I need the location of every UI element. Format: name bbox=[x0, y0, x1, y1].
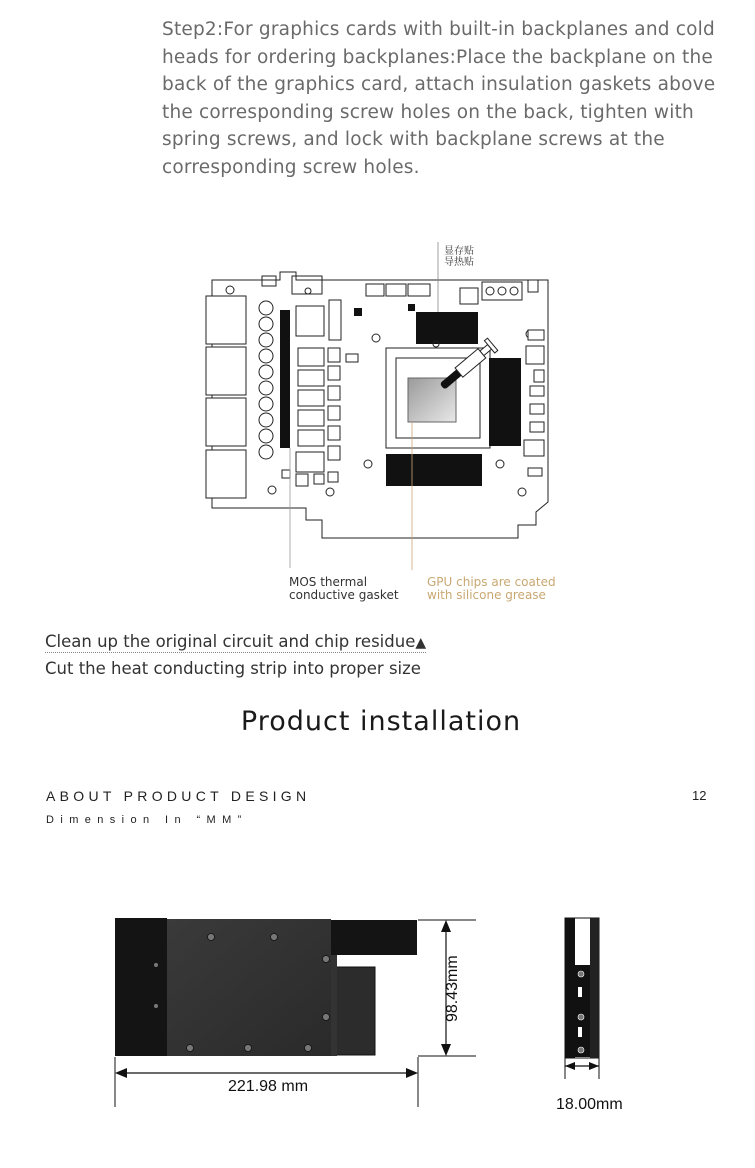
cut-strip-step: Cut the heat conducting strip into proper size bbox=[45, 659, 421, 678]
gpu-grease-label bbox=[427, 576, 587, 602]
gpu-label-line1: GPU chips are coated bbox=[427, 575, 556, 589]
vram-pad-label: 显存贴 bbox=[444, 246, 474, 257]
product-drawing bbox=[100, 905, 620, 1115]
clean-residue-text: Clean up the original circuit and chip residue bbox=[45, 632, 416, 651]
installation-title: Product installation bbox=[240, 706, 522, 737]
step2-instructions: Step2:For graphics cards with built-in backplanes and cold heads for ordering backplanes:Place the backplane on the back of the graphics card, attach insulation gaskets above the corresponding screw holes on the back, tighten with spring screws, and lock with backplane screws at the corresponding screw holes. bbox=[162, 19, 716, 178]
thermal-pad-label: 导热贴 bbox=[444, 257, 474, 268]
mos-label-line1: MOS thermal bbox=[289, 575, 368, 589]
design-heading: ABOUT PRODUCT DESIGN bbox=[46, 788, 311, 804]
clean-residue-step bbox=[45, 632, 426, 653]
height-dimension-label: 98.43mm bbox=[444, 955, 461, 1022]
dimension-subheading: Dimension In “MM” bbox=[46, 814, 248, 826]
triangle-up-icon: ▲ bbox=[415, 635, 427, 651]
thickness-dimension-label: 18.00mm bbox=[556, 1096, 623, 1113]
gpu-label-line2: with silicone grease bbox=[427, 588, 546, 602]
mos-gasket-label bbox=[289, 576, 429, 602]
mos-label-line2: conductive gasket bbox=[289, 588, 399, 602]
page-number: 12 bbox=[692, 788, 707, 803]
length-dimension-label: 221.98 mm bbox=[228, 1078, 309, 1095]
pcb-diagram bbox=[200, 240, 570, 570]
